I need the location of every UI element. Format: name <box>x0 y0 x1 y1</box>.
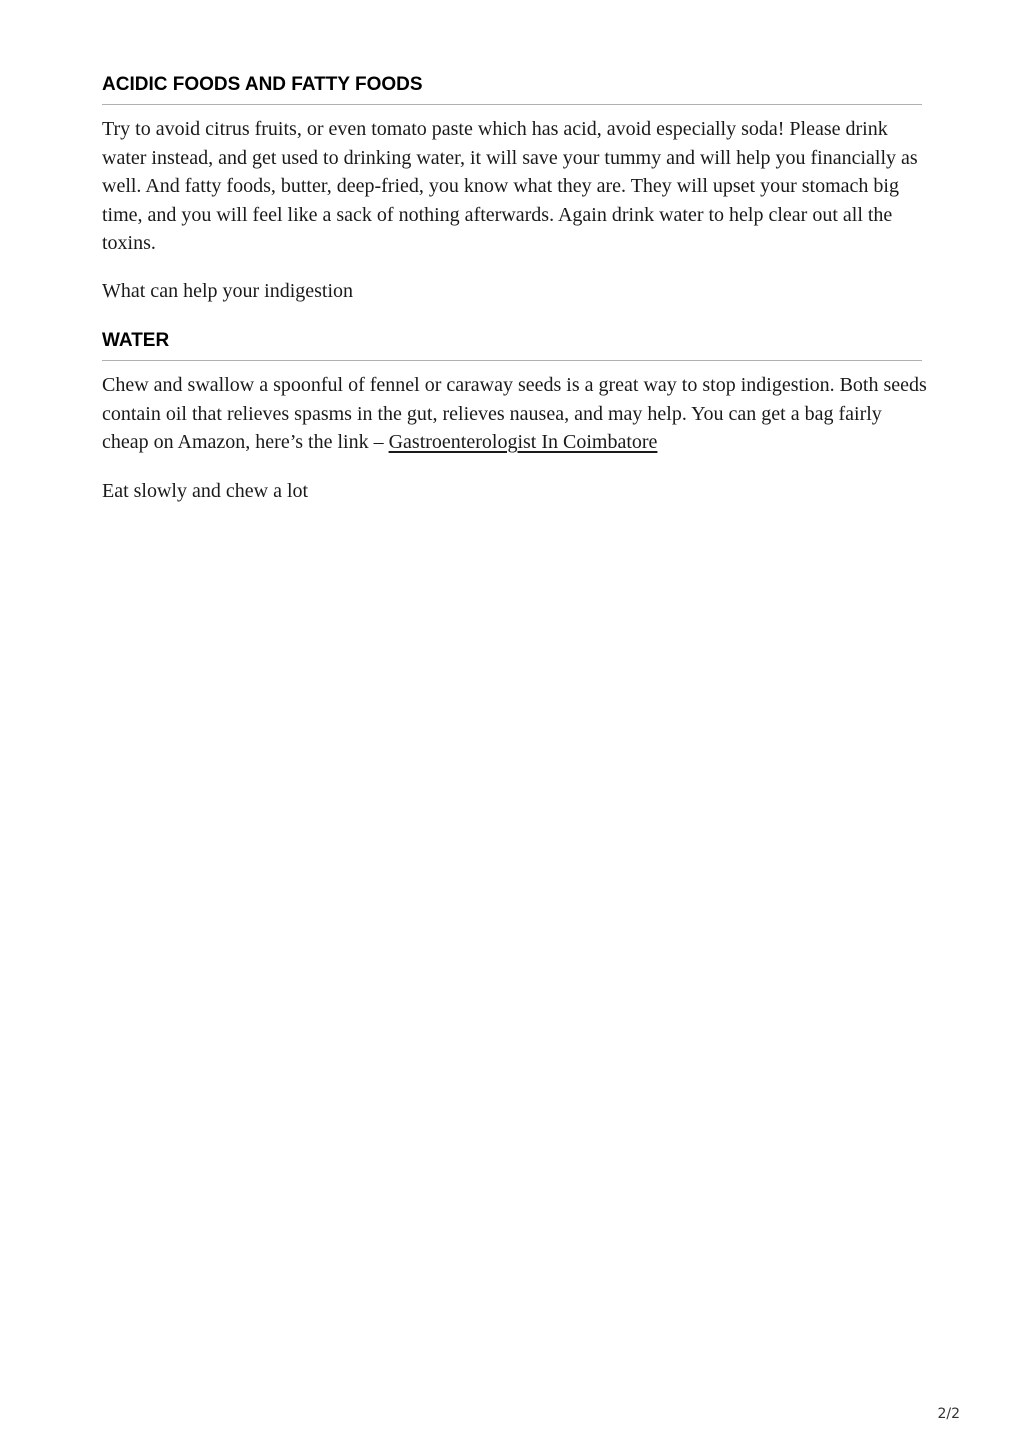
section-heading-water: WATER <box>102 330 922 361</box>
page-number: 2/2 <box>937 1406 960 1422</box>
water-paragraph <box>102 371 932 457</box>
water-paragraph-text: Chew and swallow a spoonful of fennel or caraway seeds is a great way to stop indigestion. Both seeds contain oil that relieves spasms in the gut, relieves nausea, and may help. You can get a bag fairly cheap on Amazon, here’s the link – <box>102 374 927 453</box>
gastroenterologist-link[interactable]: Gastroenterologist In Coimbatore <box>388 431 658 453</box>
acidic-foods-paragraph: Try to avoid citrus fruits, or even tomato paste which has acid, avoid especially soda! Please drink water instead, and get used to drinking water, it will save your tummy and will help you financially as well. And fatty foods, butter, deep-fried, you know what they are. They will upset your stomach big time, and you will feel like a sack of nothing afterwards. Again drink water to help clear out all the toxins. <box>102 118 918 254</box>
indigestion-help-intro: What can help your indigestion <box>102 280 354 302</box>
section-heading-acidic-foods: ACIDIC FOODS AND FATTY FOODS <box>102 74 922 105</box>
closing-paragraph: Eat slowly and chew a lot <box>102 480 309 502</box>
